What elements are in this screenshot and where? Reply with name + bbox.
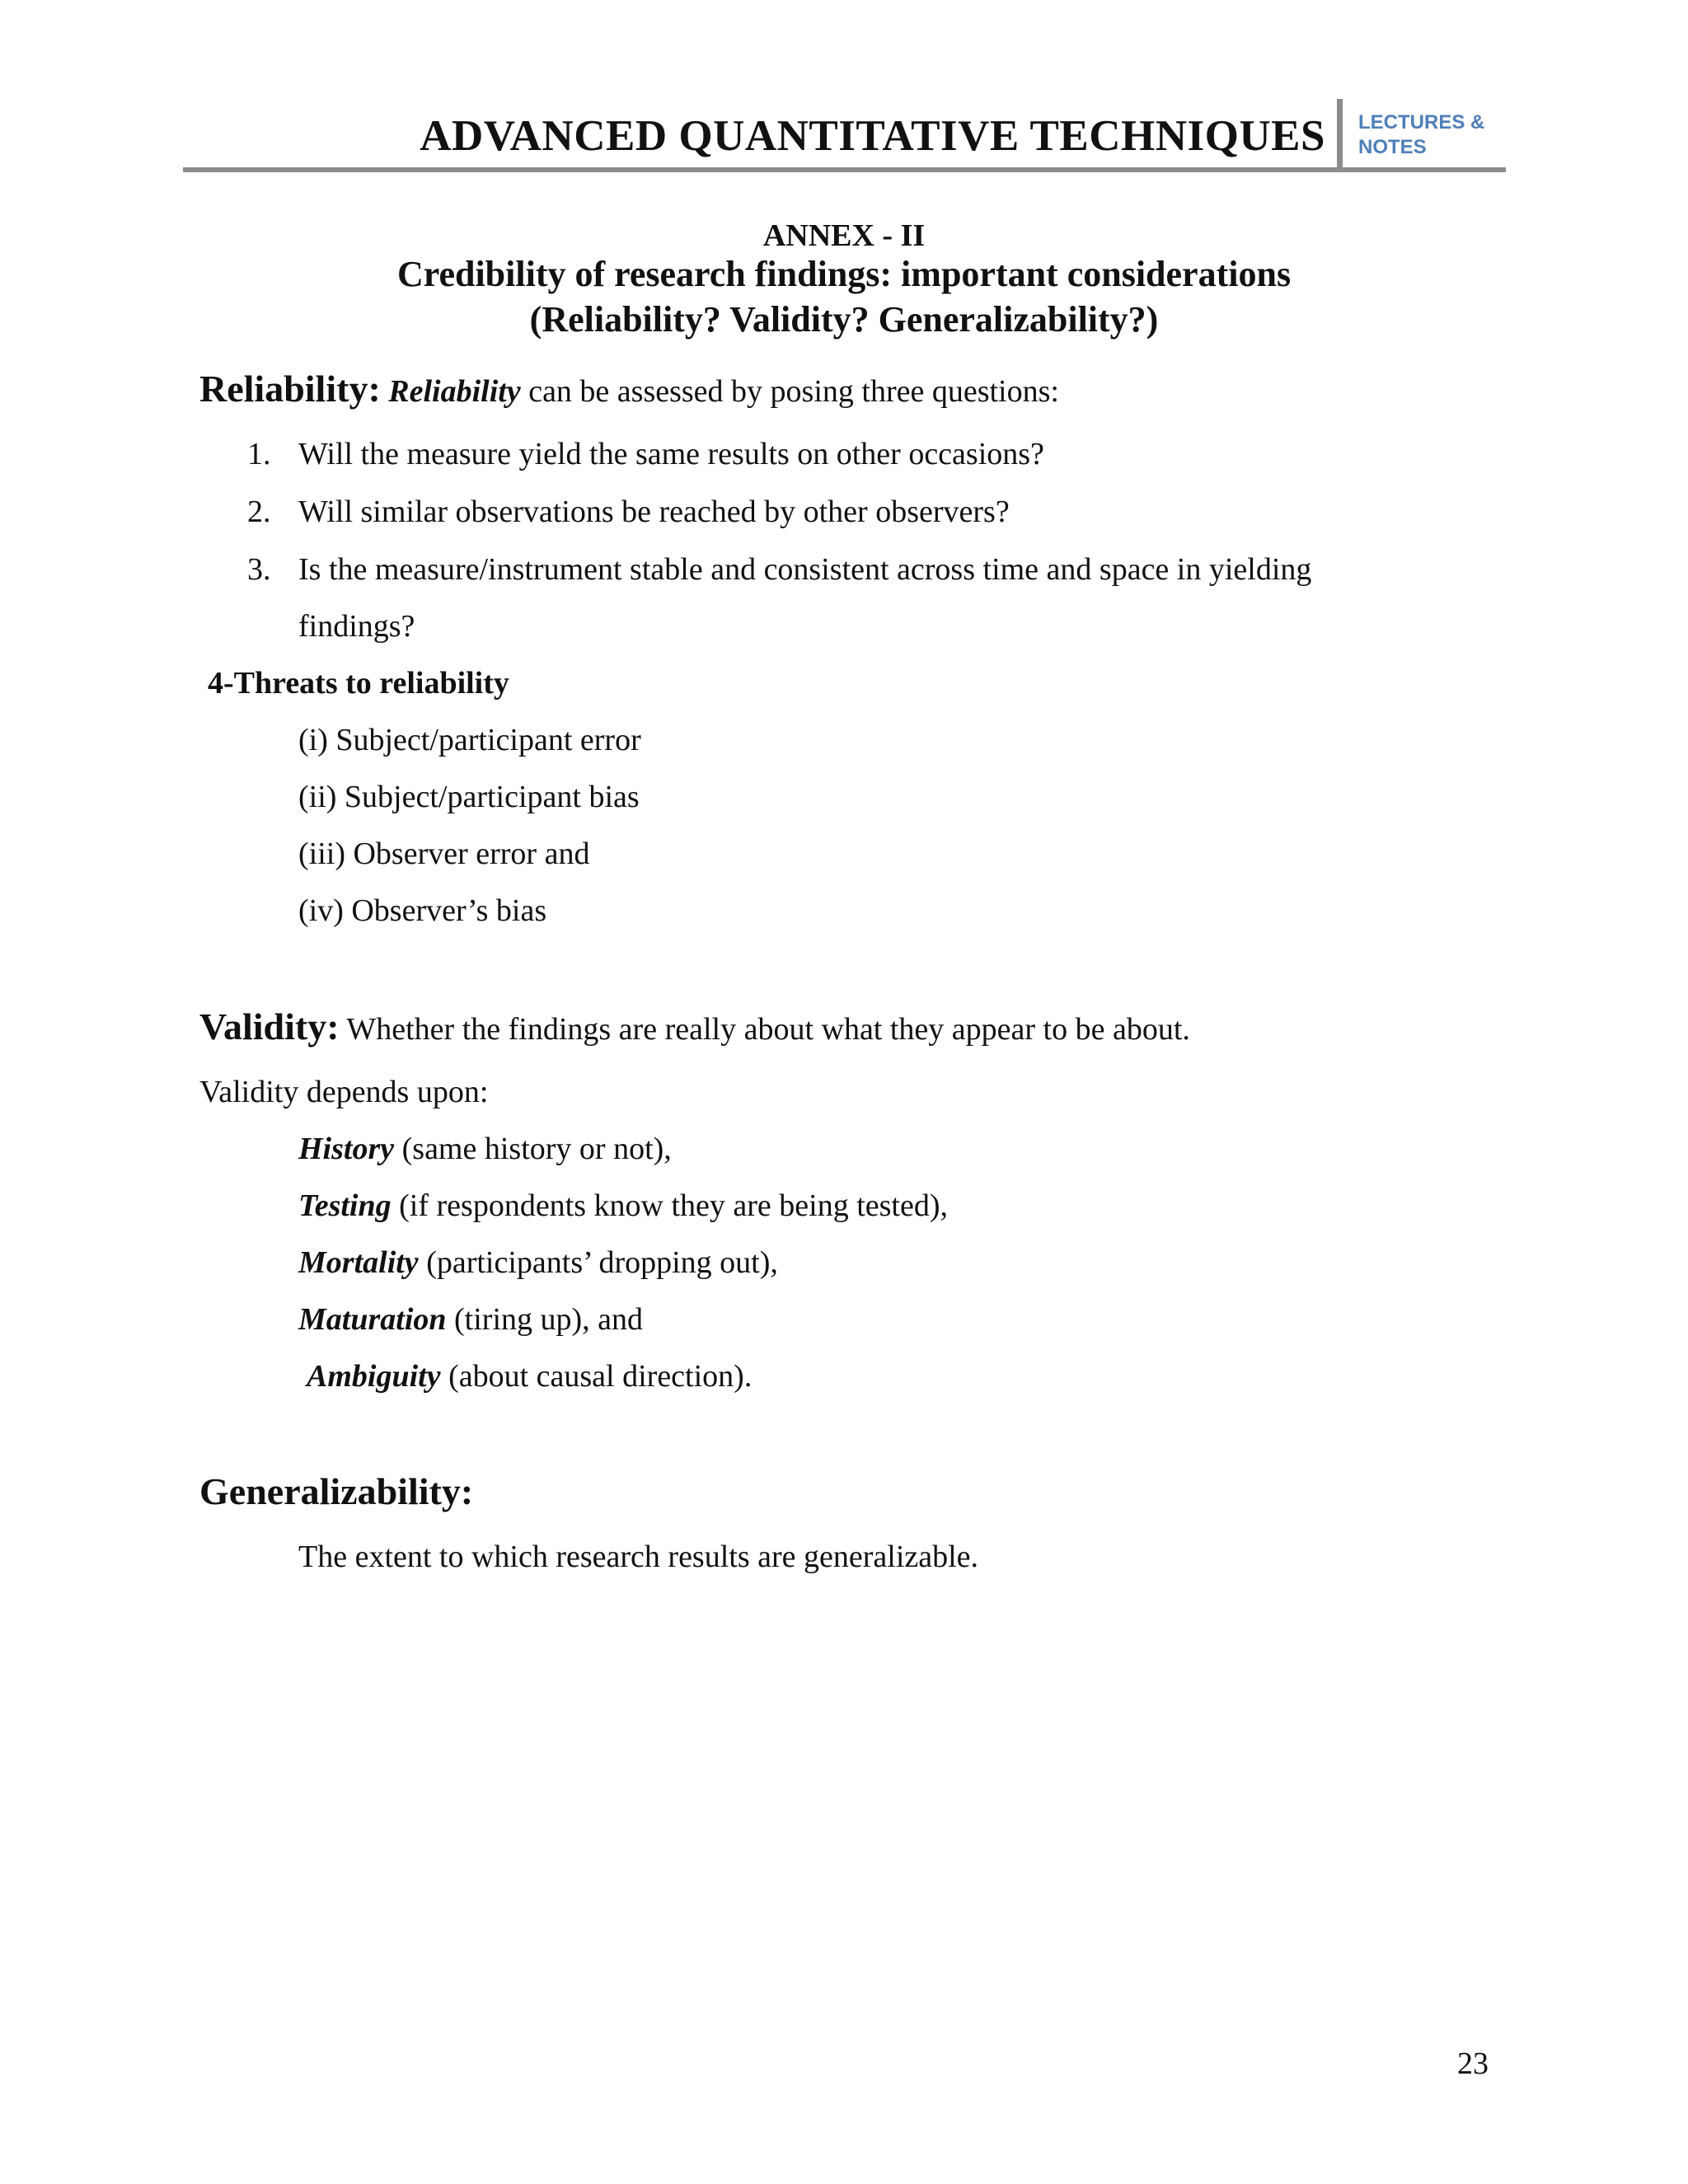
generalizability-heading: Generalizability: xyxy=(199,1470,474,1512)
factor-text: (if respondents know they are being tested), xyxy=(399,1188,948,1223)
factor-term: Ambiguity xyxy=(307,1359,441,1394)
validity-factor xyxy=(307,1357,752,1396)
page-subtitle: (Reliability? Validity? Generalizability?) xyxy=(529,299,1159,340)
list-number: 2. xyxy=(247,494,271,529)
header-tag-line1: LECTURES & xyxy=(1358,111,1485,134)
validity-definition: Whether the findings are really about what they appear to be about. xyxy=(346,1012,1190,1047)
generalizability-text: The extent to which research results are generalizable. xyxy=(298,1540,979,1574)
list-number: 1. xyxy=(247,437,271,471)
reliability-intro xyxy=(199,369,1059,411)
reliability-intro-text: can be assessed by posing three questions: xyxy=(528,374,1059,409)
validity-depends: Validity depends upon: xyxy=(199,1075,489,1109)
list-text: Is the measure/instrument stable and consistent across time and space in yielding xyxy=(298,552,1312,587)
factor-text: (about causal direction). xyxy=(448,1359,753,1394)
list-item xyxy=(247,550,1311,589)
page-title: Credibility of research findings: important considerations xyxy=(396,254,1292,294)
list-text: Will the measure yield the same results on other occasions? xyxy=(298,437,1044,471)
validity-intro xyxy=(199,1007,1190,1049)
header-tag-line2: NOTES xyxy=(1358,136,1427,158)
header-vertical-divider xyxy=(1337,99,1343,170)
annex-label: ANNEX - II xyxy=(762,218,926,253)
threats-heading: 4-Threats to reliability xyxy=(208,666,509,701)
header-tag xyxy=(1358,110,1484,160)
threat-item: (i) Subject/participant error xyxy=(298,723,641,757)
validity-factor xyxy=(298,1300,643,1339)
factor-text: (same history or not), xyxy=(401,1132,672,1166)
threat-item: (iii) Observer error and xyxy=(298,837,590,871)
threat-item: (iv) Observer’s bias xyxy=(298,893,547,928)
reliability-heading: Reliability: xyxy=(199,368,381,410)
validity-factor xyxy=(298,1129,672,1169)
list-number: 3. xyxy=(247,552,271,587)
list-item xyxy=(247,434,1044,474)
factor-term: History xyxy=(298,1132,395,1166)
header-rule xyxy=(183,167,1506,172)
validity-heading: Validity: xyxy=(199,1005,340,1047)
factor-term: Testing xyxy=(298,1188,392,1223)
factor-term: Maturation xyxy=(298,1302,447,1337)
threat-item: (ii) Subject/participant bias xyxy=(298,780,640,814)
list-item-continuation: findings? xyxy=(298,609,415,644)
page-number: 23 xyxy=(1457,2046,1489,2081)
factor-term: Mortality xyxy=(298,1245,419,1280)
list-item xyxy=(247,492,1010,532)
factor-text: (participants’ dropping out), xyxy=(426,1245,778,1280)
validity-factor xyxy=(298,1186,948,1226)
reliability-term: Reliability xyxy=(388,374,521,409)
running-header-title: ADVANCED QUANTITATIVE TECHNIQUES xyxy=(420,112,1325,160)
validity-factor xyxy=(298,1243,778,1282)
factor-text: (tiring up), and xyxy=(454,1302,644,1337)
list-text: Will similar observations be reached by other observers? xyxy=(298,494,1010,529)
